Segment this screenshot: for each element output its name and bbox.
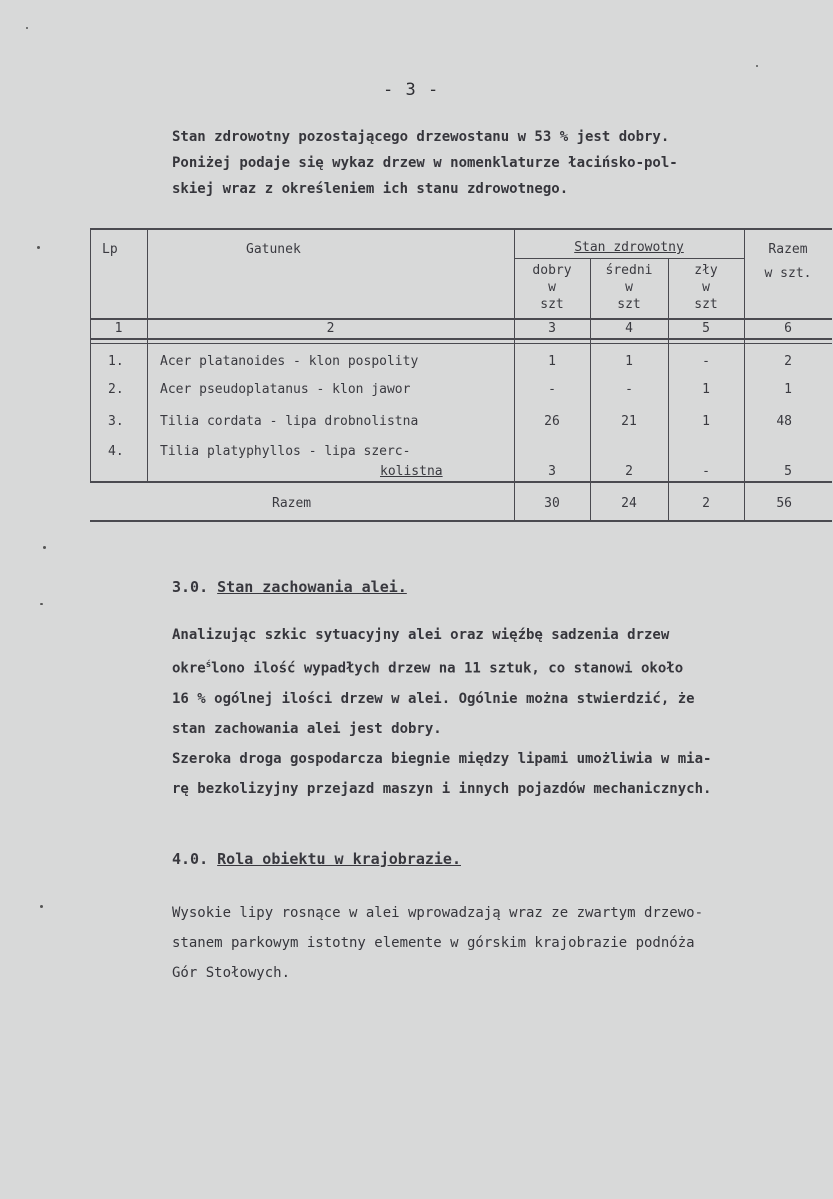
scan-speck [40, 905, 43, 908]
section-3-line: okre$^ś$lono ilość wypadłych drzew na 11 sztuk, co stanowi około [172, 660, 684, 677]
row-species: Tilia cordata - lipa drobnolistna [160, 414, 419, 429]
row-zly: 1 [702, 414, 710, 429]
row-sredni: - [625, 382, 633, 397]
total-razem: 56 [776, 496, 792, 511]
row-sredni: 2 [625, 464, 633, 479]
header-razem [744, 238, 832, 286]
col-number: 6 [784, 321, 792, 336]
section-4-line: stanem parkowym istotny elemente w górskim krajobrazie podnóża [172, 935, 695, 951]
section-3-line: Analizując szkic sytuacyjny alei oraz więźbę sadzenia drzew [172, 627, 670, 643]
section-4-line: Wysokie lipy rosnące w alei wprowadzają wraz ze zwartym drzewo- [172, 905, 704, 921]
scan-speck [37, 246, 40, 249]
row-dobry: - [548, 382, 556, 397]
scan-speck [26, 27, 28, 29]
page-number: - 3 - [383, 80, 440, 100]
section-3-line: rę bezkolizyjny przejazd maszyn i innych pojazdów mechanicznych. [172, 780, 712, 797]
total-label: Razem [272, 496, 312, 511]
row-dobry: 1 [548, 354, 556, 369]
header-razem-line: Razem [768, 242, 808, 257]
tree-health-table [90, 228, 832, 524]
row-species-cont: kolistna [380, 464, 443, 479]
header-sredni-line: w [625, 280, 633, 295]
scan-speck [40, 603, 43, 605]
row-zly: - [702, 354, 710, 369]
header-razem-line: w szt. [764, 266, 812, 281]
row-zly: 1 [702, 382, 710, 397]
section-4-paragraph [172, 898, 827, 988]
header-zly-line: w [702, 280, 710, 295]
col-number: 5 [702, 321, 710, 336]
table-rule [90, 343, 832, 344]
section-3-line: 16 % ogólnej ilości drzew w alei. Ogólnie można stwierdzić, że [172, 690, 695, 707]
row-lp: 2. [108, 382, 124, 397]
row-dobry: 3 [548, 464, 556, 479]
col-number: 1 [114, 321, 123, 336]
table-rule [90, 338, 832, 340]
header-lp: Lp [102, 242, 118, 257]
total-dobry: 30 [544, 496, 560, 511]
row-razem: 2 [784, 354, 792, 369]
header-sredni-line: średni [605, 263, 653, 278]
table-rule [90, 520, 832, 522]
row-sredni: 21 [621, 414, 637, 429]
row-razem: 1 [784, 382, 792, 397]
header-dobry-line: w [548, 280, 556, 295]
row-razem: 5 [784, 464, 792, 479]
section-3-line: Szeroka droga gospodarcza biegnie między lipami umożliwia w mia- [172, 750, 712, 767]
col-number: 3 [548, 321, 556, 336]
table-rule [514, 258, 744, 259]
col-number: 2 [326, 321, 335, 336]
section-number: 3.0. [172, 578, 209, 596]
table-rule [90, 318, 832, 320]
scan-speck [756, 65, 758, 67]
section-title: Stan zachowania alei. [217, 578, 407, 596]
header-sredni-line: szt [617, 297, 641, 312]
row-species: Tilia platyphyllos - lipa szerc- [160, 444, 411, 459]
row-lp: 1. [108, 354, 124, 369]
section-4-heading [172, 850, 461, 868]
intro-line: Poniżej podaje się wykaz drzew w nomenklaturze łacińsko-pol- [172, 155, 678, 171]
total-sredni: 24 [621, 496, 637, 511]
header-sredni [590, 262, 668, 313]
total-zly: 2 [702, 496, 710, 511]
section-4-line: Gór Stołowych. [172, 965, 291, 981]
row-razem: 48 [776, 414, 792, 429]
header-gatunek: Gatunek [246, 242, 301, 257]
header-dobry-line: dobry [532, 263, 572, 278]
row-sredni: 1 [625, 354, 633, 369]
intro-line: skiej wraz z określeniem ich stanu zdrowotnego. [172, 181, 569, 197]
table-rule [147, 228, 148, 482]
header-zly [668, 262, 744, 313]
header-dobry [514, 262, 590, 313]
header-zly-line: szt [694, 297, 718, 312]
header-dobry-line: szt [540, 297, 564, 312]
row-lp: 3. [108, 414, 124, 429]
col-number: 4 [625, 321, 633, 336]
section-number: 4.0. [172, 850, 209, 868]
intro-paragraph [172, 124, 812, 202]
row-species: Acer platanoides - klon pospolity [160, 354, 419, 369]
section-title: Rola obiektu w krajobrazie. [217, 850, 461, 868]
header-zly-line: zły [694, 263, 718, 278]
table-rule [90, 481, 832, 483]
section-3-paragraph [172, 620, 827, 804]
table-rule [90, 228, 91, 482]
row-lp: 4. [108, 444, 124, 459]
table-rule [90, 228, 832, 230]
section-3-heading [172, 578, 407, 596]
row-zly: - [702, 464, 710, 479]
section-3-line: stan zachowania alei jest dobry. [172, 720, 442, 737]
row-dobry: 26 [544, 414, 560, 429]
scan-speck [43, 546, 46, 549]
row-species: Acer pseudoplatanus - klon jawor [160, 382, 411, 397]
intro-line: Stan zdrowotny pozostającego drzewostanu w 53 % jest dobry. [172, 129, 670, 145]
header-stan-zdrowotny: Stan zdrowotny [574, 240, 684, 255]
